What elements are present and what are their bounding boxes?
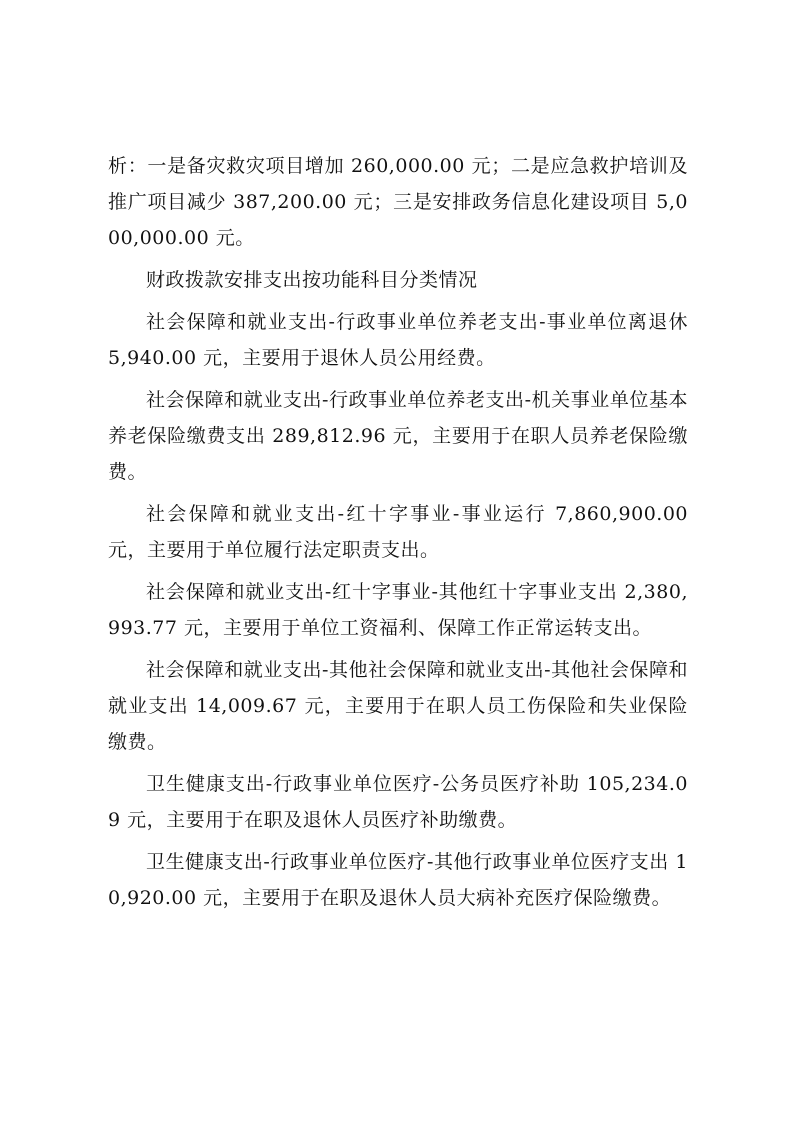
paragraph-pension-insurance: 社会保障和就业支出-行政事业单位养老支出-机关事业单位基本养老保险缴费支出 289,812.96 元，主要用于在职人员养老保险缴费。 [108, 389, 688, 483]
paragraph-retirement-unit: 社会保障和就业支出-行政事业单位养老支出-事业单位离退休 5,940.00 元，主要用于退休人员公用经费。 [108, 311, 688, 369]
paragraph-project-changes: 析：一是备灾救灾项目增加 260,000.00 元；二是应急救护培训及推广项目减少 387,200.00 元；三是安排政务信息化建设项目 5,000,000.00 元。 [108, 155, 688, 249]
section-heading: 财政拨款安排支出按功能科目分类情况 [146, 269, 478, 291]
paragraph-medical-subsidy: 卫生健康支出-行政事业单位医疗-公务员医疗补助 105,234.09 元，主要用于在职及退休人员医疗补助缴费。 [108, 773, 688, 831]
paragraph-other-medical: 卫生健康支出-行政事业单位医疗-其他行政事业单位医疗支出 10,920.00 元，主要用于在职及退休人员大病补充医疗保险缴费。 [108, 851, 688, 909]
paragraph-other-red-cross: 社会保障和就业支出-红十字事业-其他红十字事业支出 2,380,993.77 元，主要用于单位工资福利、保障工作正常运转支出。 [108, 581, 688, 639]
paragraph-other-social-security: 社会保障和就业支出-其他社会保障和就业支出-其他社会保障和就业支出 14,009.67 元，主要用于在职人员工伤保险和失业保险缴费。 [108, 659, 688, 753]
document-page [108, 148, 688, 922]
paragraph-operation: 社会保障和就业支出-红十字事业-事业运行 7,860,900.00 元，主要用于单位履行法定职责支出。 [108, 503, 688, 561]
